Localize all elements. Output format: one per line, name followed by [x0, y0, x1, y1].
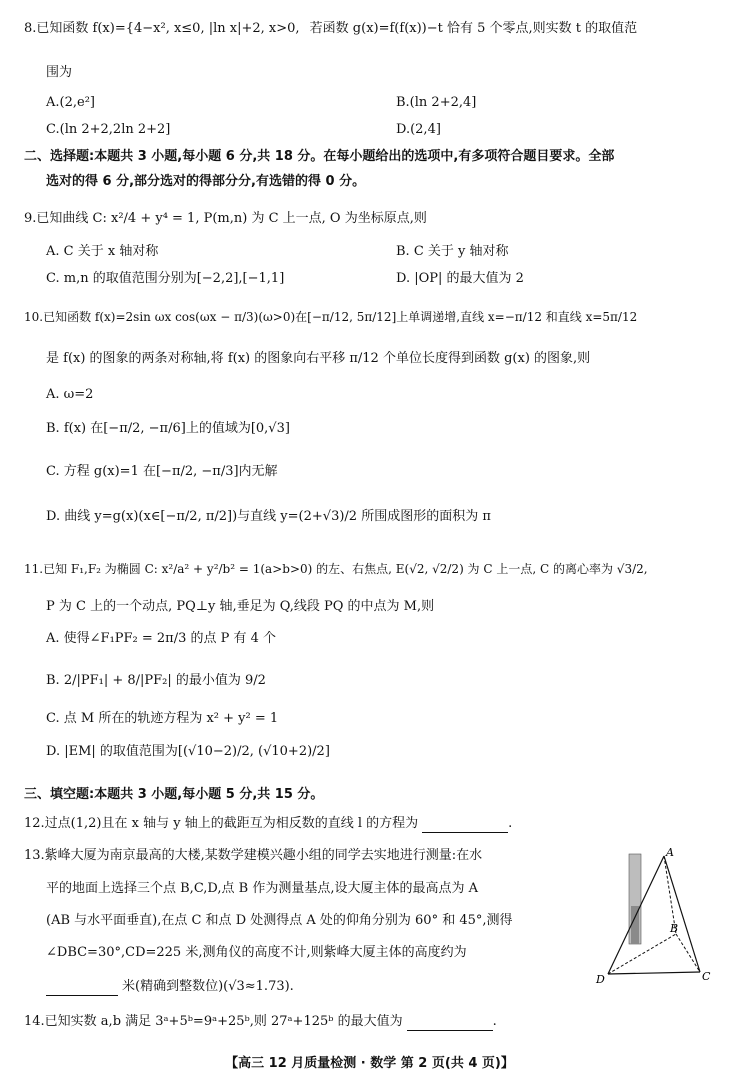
q9-option-a: A. C 关于 x 轴对称 [46, 244, 159, 259]
q14-stem: 14.已知实数 a,b 满足 3ᵃ+5ᵇ=9ᵃ+25ᵇ,则 27ᵃ+125ᵇ 的最大值为 [24, 1014, 403, 1029]
q8-stem-c: 围为 [46, 65, 73, 80]
q11-option-a: A. 使得∠F₁PF₂ = 2π/3 的点 P 有 4 个 [46, 631, 277, 646]
q9-option-c: C. m,n 的取值范围分别为[−2,2],[−1,1] [46, 271, 285, 286]
section3-title: 三、填空题:本题共 3 小题,每小题 5 分,共 15 分。 [24, 787, 324, 802]
edge-db [608, 934, 676, 974]
q8-stem [24, 20, 724, 38]
section2-line2: 选对的得 6 分,部分选对的得部分分,有选错的得 0 分。 [46, 174, 366, 189]
q13-line3: (AB 与水平面垂直),在点 C 和点 D 处测得点 A 处的仰角分别为 60° 和 45°,测得 [46, 913, 513, 928]
q13-end-text: 米(精确到整数位)(√3≈1.73). [122, 979, 294, 994]
q8-stem-b: 若函数 g(x)=f(f(x))−t 恰有 5 个零点,则实数 t 的取值范 [309, 21, 638, 36]
q9-stem: 9.已知曲线 C: x²/4 + y⁴ = 1, P(m,n) 为 C 上一点, O 为坐标原点,则 [24, 211, 427, 226]
point-label-d: D [596, 973, 605, 986]
q13-line5 [46, 978, 294, 996]
q13-line1: 13.紫峰大厦为南京最高的大楼,某数学建模兴趣小组的同学去实地进行测量:在水 [24, 848, 483, 863]
q11-stem-line2: P 为 C 上的一个动点, PQ⊥y 轴,垂足为 Q,线段 PQ 的中点为 M,则 [46, 599, 435, 614]
q8-option-d: D.(2,4] [396, 122, 441, 137]
q13-line2: 平的地面上选择三个点 B,C,D,点 B 作为测量基点,设大厦主体的最高点为 A [46, 881, 478, 896]
tower-geometry-figure [588, 846, 718, 986]
q8-stem-a: 8.已知函数 f(x)={4−x², x≤0, |ln x|+2, x>0, [24, 21, 300, 36]
q8-option-b: B.(ln 2+2,4] [396, 95, 477, 110]
page-footer: 【高三 12 月质量检测 · 数学 第 2 页(共 4 页)】 [225, 1056, 514, 1071]
q12-end: . [508, 816, 513, 831]
q10-stem-line2: 是 f(x) 的图象的两条对称轴,将 f(x) 的图象向右平移 π/12 个单位长度得到函数 g(x) 的图象,则 [46, 351, 591, 366]
edge-bc [676, 934, 700, 972]
q10-option-a: A. ω=2 [46, 387, 94, 402]
q12-answer-blank[interactable] [422, 818, 508, 833]
q11-stem-line1: 11.已知 F₁,F₂ 为椭圆 C: x²/a² + y²/b² = 1(a>b>0) 的左、右焦点, E(√2, √2/2) 为 C 上一点, C 的离心率为 √3/2, [24, 562, 648, 576]
q11-option-d: D. |EM| 的取值范围为[(√10−2)/2, (√10+2)/2] [46, 744, 330, 759]
q13-answer-blank[interactable] [46, 981, 118, 996]
q12-line [24, 815, 512, 833]
q13-line4: ∠DBC=30°,CD=225 米,测角仪的高度不计,则紫峰大厦主体的高度约为 [46, 945, 467, 960]
q8-option-a: A.(2,e²] [46, 95, 95, 110]
edge-ac [664, 856, 700, 972]
q14-answer-blank[interactable] [407, 1016, 493, 1031]
point-label-b: B [670, 922, 679, 935]
q11-option-c: C. 点 M 所在的轨迹方程为 x² + y² = 1 [46, 711, 279, 726]
point-label-a: A [666, 846, 674, 859]
edge-dc [608, 972, 700, 974]
q9-option-b: B. C 关于 y 轴对称 [396, 244, 509, 259]
q8-option-c: C.(ln 2+2,2ln 2+2] [46, 122, 171, 137]
point-label-c: C [702, 970, 711, 983]
q10-stem-line1: 10.已知函数 f(x)=2sin ωx cos(ωx − π/3)(ω>0)在[−π/12, 5π/12]上单调递增,直线 x=−π/12 和直线 x=5π/12 [24, 310, 638, 324]
q14-line [24, 1013, 497, 1031]
q10-option-c: C. 方程 g(x)=1 在[−π/2, −π/3]内无解 [46, 464, 278, 479]
q12-stem: 12.过点(1,2)且在 x 轴与 y 轴上的截距互为相反数的直线 l 的方程为 [24, 816, 419, 831]
q14-end: . [492, 1014, 497, 1029]
q10-option-d: D. 曲线 y=g(x)(x∈[−π/2, π/2])与直线 y=(2+√3)/2 所围成图形的面积为 π [46, 509, 491, 524]
section2-line1: 二、选择题:本题共 3 小题,每小题 6 分,共 18 分。在每小题给出的选项中,有多项符合题目要求。全部 [24, 149, 615, 164]
q9-option-d: D. |OP| 的最大值为 2 [396, 271, 524, 286]
q11-option-b: B. 2/|PF₁| + 8/|PF₂| 的最小值为 9/2 [46, 673, 266, 688]
q10-option-b: B. f(x) 在[−π/2, −π/6]上的值域为[0,√3] [46, 421, 290, 436]
